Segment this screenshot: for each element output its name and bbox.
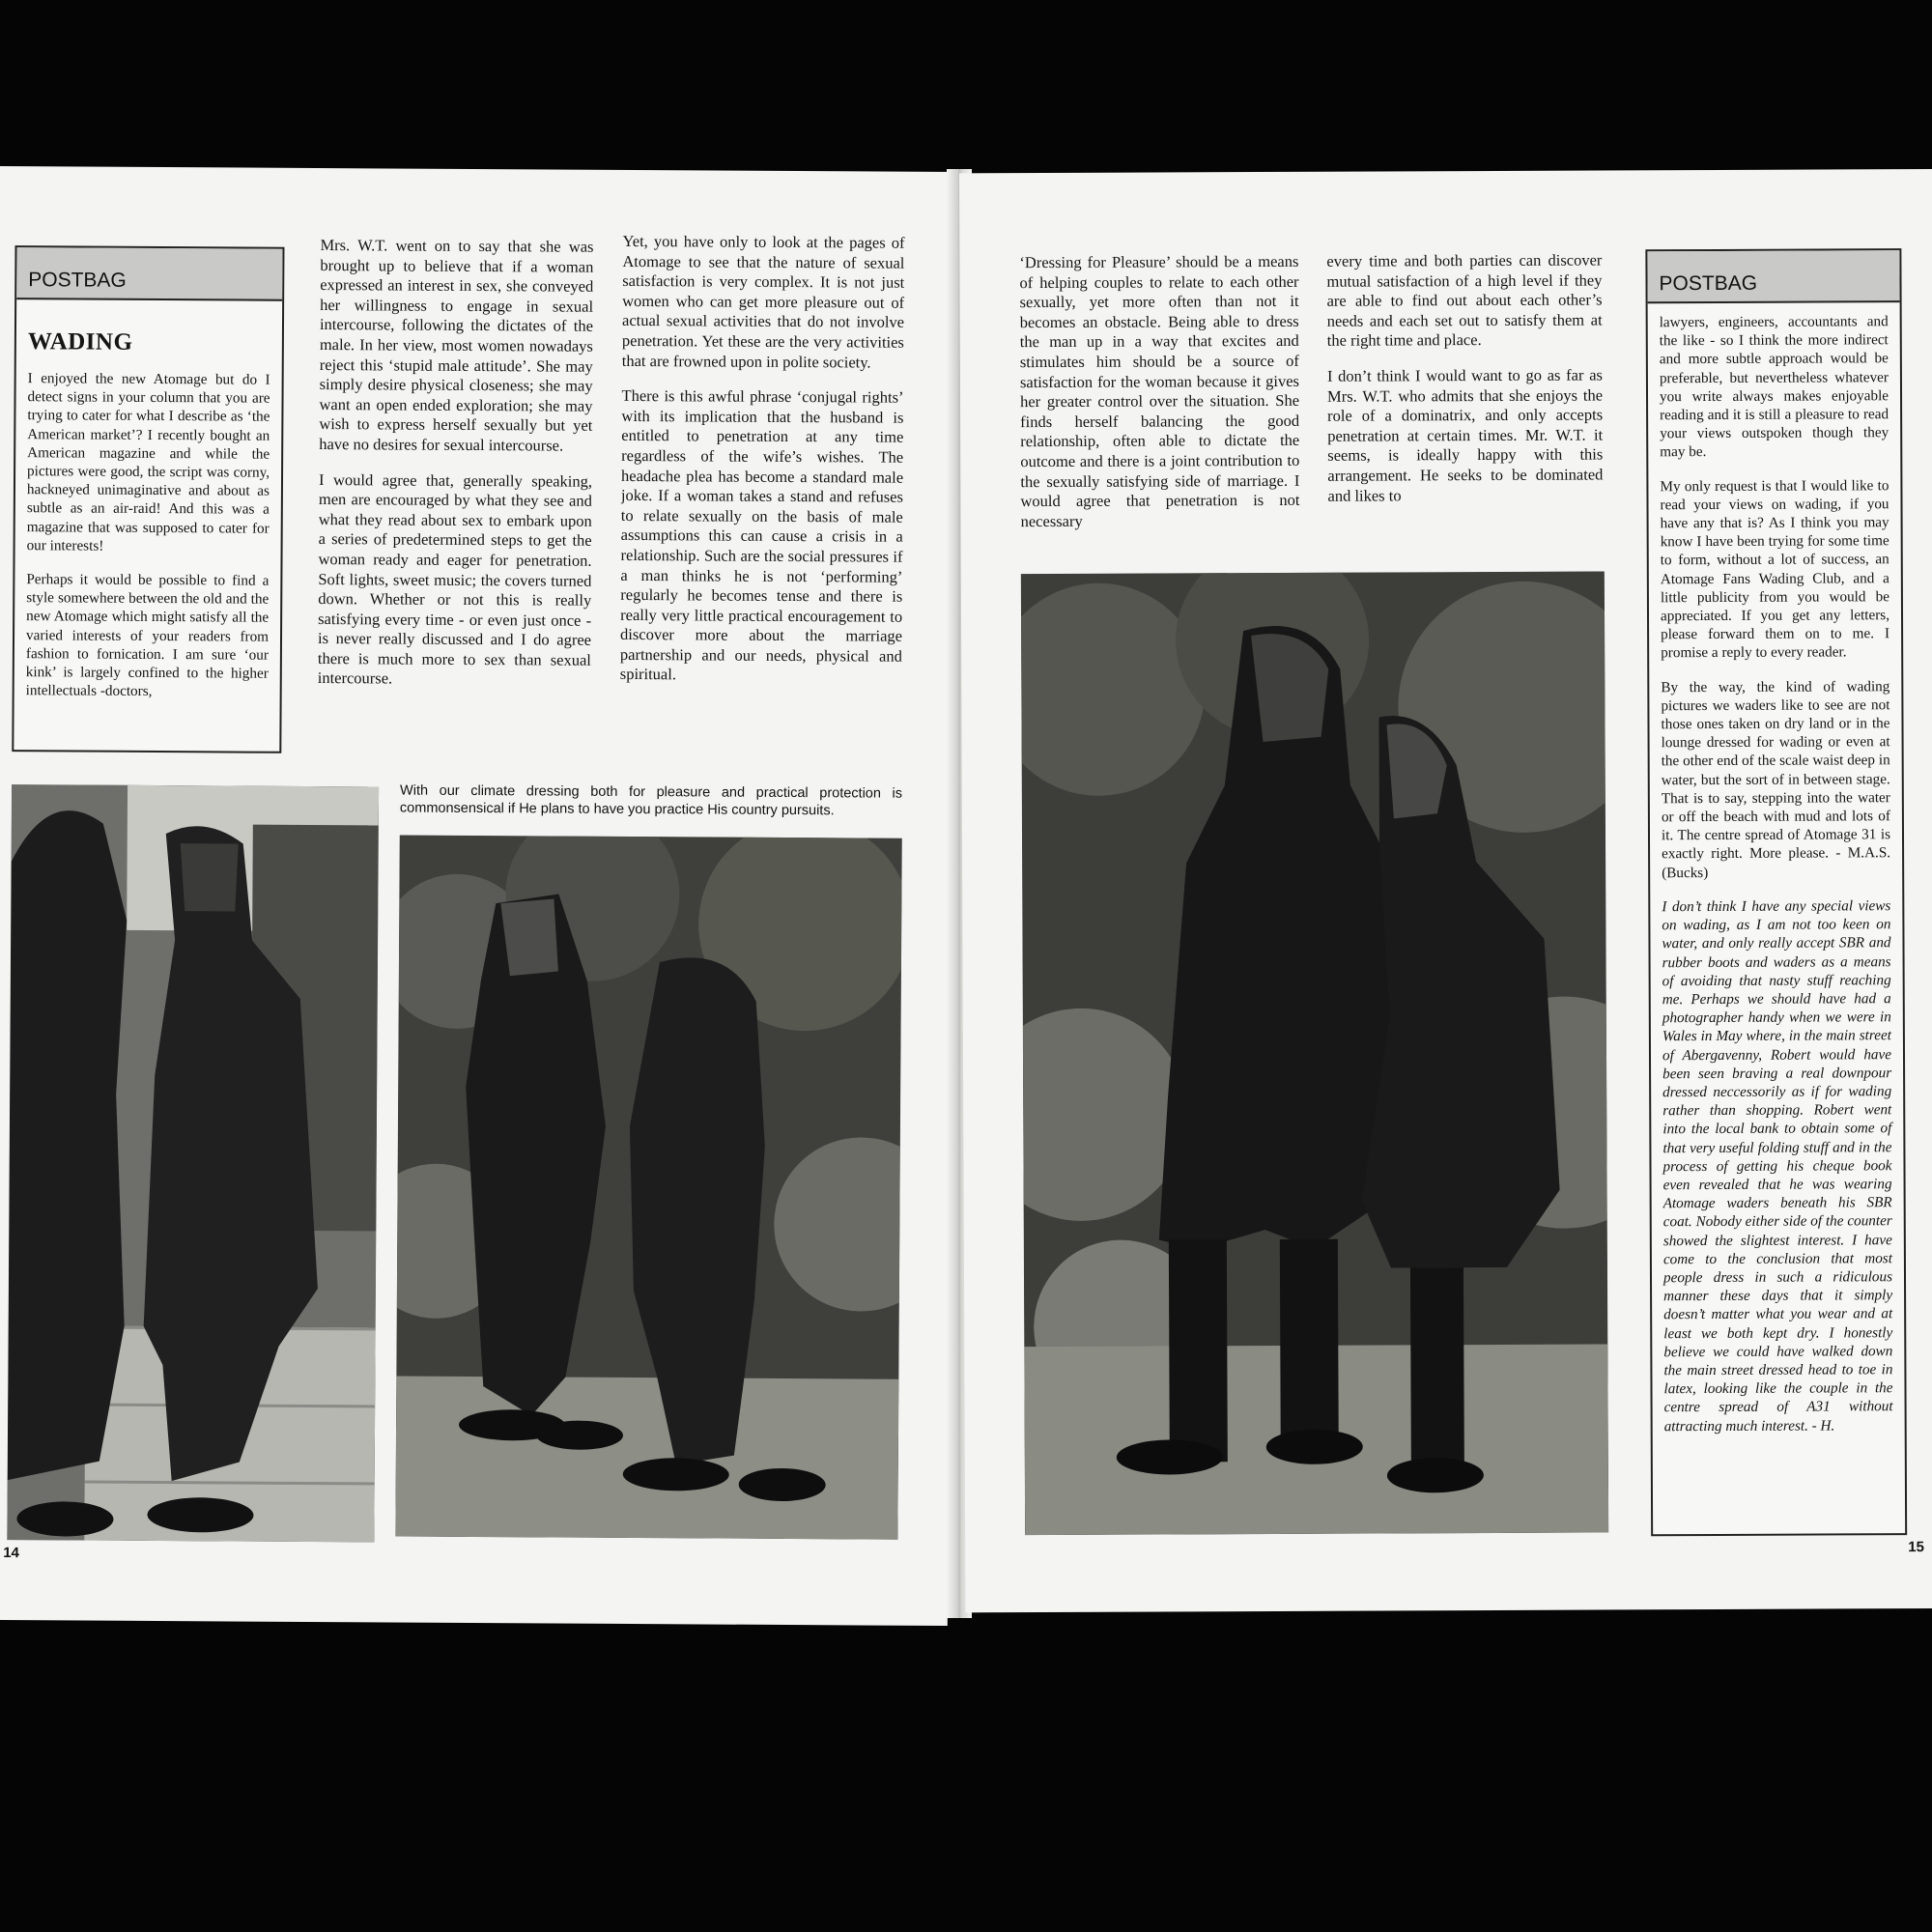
column-1 — [1019, 252, 1299, 543]
body-paragraph: There is this awful phrase ‘conjugal rights’ with its implication that the husband is entitled to penetration at any time regardless of the wife’s wishes. The headache plea has become a standard male joke. If a woman takes a stand and refuses to relate sexually on the basis of male assumptions this can cause a crisis in a relationship. Such are the social pressures if a man thinks he is not ‘performing’ regularly he becomes tense and there is really very little practical encouragement to discover more about the marriage partnership and our needs, physical and spiritual. — [619, 386, 904, 684]
body-paragraph: I don’t think I would want to go as far as Mrs. W.T. who admits that she enjoys the role of a dominatrix, and only accepts penetration at certain times. Mr. W.T. it seems, is ideally happy with this arrangement. He seeks to be dominated and likes to — [1326, 365, 1604, 505]
editor-reply: I don’t think I have any special views on wading, as I am not too keen on water, and only really accept SBR and rubber boots and waders as a means of avoiding that nasty stuff reaching me. Perhaps we should have had a photographer handy when we were in Wales in May where, in the main street of Abergavenny, Robert would have been seen braving a real downpour dressed neccessorily as if for wading rather than shopping. Robert went into the local bank to obtain some of that very useful folding stuff and in the process of getting his cheque book even revealed that he was wearing Atomage waders beneath his SBR coat. Nobody either side of the counter showed the slightest interest. I have come to the conclusion that most people dress in such a ridiculous manner these days that it simply doesn’t matter what you wear and at least we both kept dry. I honestly believe we could have walked down the main street dressed head to toe in latex, looking like the couple in the centre spread of A31 without attracting much interest. - H. — [1662, 897, 1893, 1435]
body-paragraph: I would agree that, generally speaking, men are encouraged by what they see and what they read about sex to embark upon a series of predetermined steps to get the woman ready and eager for penetration. Soft lights, sweet music; the covers turned down. Whether or not this is really satisfying every time - or even just once - is never really discussed and I do agree there is much more to sex than sexual intercourse. — [317, 469, 593, 688]
photo-garden-bent — [395, 836, 901, 1540]
postbag-label: POSTBAG — [1647, 250, 1899, 303]
photo-couple — [1021, 571, 1608, 1535]
postbag-label: POSTBAG — [16, 247, 282, 301]
photo-couple-image — [1021, 571, 1608, 1535]
column-3 — [619, 232, 904, 765]
postbag-box-left — [12, 245, 284, 753]
body-paragraph: ‘Dressing for Pleasure’ should be a means of helping couples to relate to each other sexually, yet more often than not it becomes an obstacle. Being able to dress the man up in a way that excites and stimulates him should be a source of satisfaction for the woman because it gives her greater control over the situation. She finds herself balancing the good relationship, often able to dictate the outcome and there is a joint contribution to the sexually satisfying side of marriage. I would agree that penetration is not necessary — [1019, 251, 1300, 530]
photo-caption: With our climate dressing both for pleasure and practical protection is commonsensical if He plans to have you practice His country pursuits. — [399, 782, 903, 819]
body-paragraph: every time and both parties can discover mutual satisfaction of a high level if they are able to find out about each other’s needs and each set out to satisfy them at the right time and place. — [1326, 250, 1603, 351]
body-paragraph: Mrs. W.T. went on to say that she was brought up to believe that if a woman expressed an interest in sex, she conveyed her willingness to engage in sexual intercourse, following the dictates of the male. In her view, most women nowadays reject this ‘stupid male attitude’. She may simply desire physical closeness; she may want an open ended exploration; she may wish to express herself sexually but yet have no desires for sexual intercourse. — [319, 236, 594, 455]
page-number-right: 15 — [1908, 1539, 1924, 1556]
body-paragraph: Yet, you have only to look at the pages of Atomage to see that the nature of sexual satisfaction is very complex. It is not just women who can get more pleasure out of actual sexual activities that do not involve penetration. Yet these are the very activities that are frowned upon in polite society. — [621, 231, 905, 372]
column-2 — [317, 236, 593, 759]
letter-paragraph: I enjoyed the new Atomage but do I detect signs in your column that you are trying to cater for what I describe as ‘the American market’? I recently bought an American magazine and while the pictures were good, the script was corny, hackneyed unimaginative and about as subtle as an air-raid! And this was a magazine that was supposed to cater for our interests! — [26, 370, 270, 554]
photo-patio-image — [7, 784, 379, 1542]
headline: WADING — [27, 328, 133, 355]
page-number-left: 14 — [3, 1545, 19, 1562]
letter-paragraph: By the way, the kind of wading pictures we waders like to see are not those ones taken on dry land or in the lounge dressed for wading or even at the other end of the scale waist deep in water, but the sort of in between stage. That is to say, stepping into the water or off the beach with mud and lots of it. The centre spread of Atomage 31 is exactly right. More please. - M.A.S. (Bucks) — [1661, 677, 1891, 881]
photo-patio — [7, 784, 379, 1542]
right-page — [959, 169, 1932, 1612]
photo-garden-bent-image — [395, 836, 901, 1540]
column-2 — [1326, 250, 1603, 541]
letter-paragraph: lawyers, engineers, accountants and the like - so I think the more indirect and more subtle approach would be preferable, but nevertheless whatever you write always makes enjoyable reading and it is still a pleasure to read your views outspoken though they may be. — [1659, 313, 1889, 461]
left-page — [0, 166, 956, 1626]
letter-paragraph: My only request is that I would like to read your views on wading, if you have any that is? As I think you may know I have been trying for some time to form, without a lot of success, an Atomage Fans Wading Club, and a little publicity from you would be appreciated. If you get any letters, please forward them on to me. I promise a reply to every reader. — [1660, 476, 1890, 662]
postbag-box-right — [1645, 248, 1907, 1536]
letter-paragraph: Perhaps it would be possible to find a style somewhere between the old and the new Atomage which might satisfy all the varied interests of your readers from fashion to fornication. I am sure ‘our kink’ is largely confined to the higher intellectuals -doctors, — [25, 571, 270, 700]
